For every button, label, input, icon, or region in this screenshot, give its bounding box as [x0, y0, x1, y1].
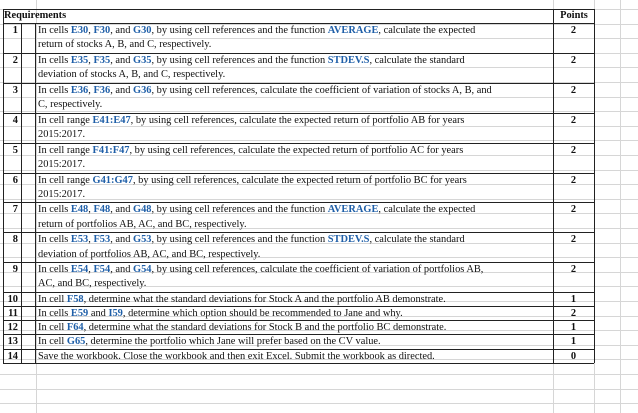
cell-reference: E30 — [70, 25, 89, 36]
cell-reference: F35 — [93, 54, 111, 66]
description-text: , and — [110, 84, 133, 96]
points-value[interactable]: 2 — [570, 54, 577, 66]
description-text: , by using cell references and the function — [151, 25, 328, 36]
table-column-border — [35, 23, 36, 363]
description-line — [38, 128, 549, 142]
points-value[interactable]: 2 — [570, 174, 577, 186]
description-text: , calculate the expected — [378, 25, 476, 36]
description-line — [38, 218, 549, 232]
gridline-h — [0, 374, 638, 375]
row-number[interactable]: 7 — [12, 204, 18, 216]
cell-reference: G41:G47 — [92, 174, 133, 186]
cell-reference: F64 — [66, 322, 84, 334]
description-text: , — [88, 54, 94, 66]
description-line — [38, 321, 549, 335]
description-text: , and — [110, 234, 133, 246]
cell-reference: F54 — [93, 264, 111, 276]
row-number[interactable]: 4 — [12, 114, 18, 126]
cell-reference: E53 — [70, 234, 89, 246]
description-line — [38, 174, 549, 188]
description-line — [38, 248, 549, 262]
requirement-description[interactable] — [35, 321, 553, 335]
gridline-v — [620, 0, 621, 413]
description-line — [38, 335, 549, 349]
cell-reference: STDEV.S — [327, 54, 370, 66]
points-value[interactable]: 1 — [570, 294, 577, 306]
requirement-description[interactable] — [35, 307, 553, 321]
description-text: C, respectively. — [38, 99, 103, 110]
table-column-border — [594, 9, 595, 363]
description-line — [38, 307, 549, 321]
description-text: , determine the portfolio which Jane will prefer based on the CV value. — [85, 336, 381, 348]
requirements-header[interactable]: Requirements — [4, 10, 67, 21]
description-text: In cell — [38, 336, 67, 348]
cell-reference: G54 — [132, 264, 152, 276]
cell-reference: STDEV.S — [327, 234, 370, 246]
description-line — [38, 54, 549, 68]
description-text: , determine which option should be recommended to Jane and why. — [122, 308, 403, 320]
cell-reference: F30 — [93, 25, 111, 36]
row-number[interactable]: 5 — [12, 144, 18, 156]
description-line — [38, 98, 549, 112]
description-text: In cells — [38, 84, 71, 96]
requirement-description[interactable] — [35, 54, 553, 84]
description-line — [38, 158, 549, 172]
row-number[interactable]: 6 — [12, 174, 18, 186]
cell-reference: G53 — [132, 234, 152, 246]
gridline-h — [0, 389, 638, 390]
points-value[interactable]: 0 — [570, 350, 577, 362]
description-line — [38, 233, 549, 247]
cell-reference: E36 — [70, 84, 89, 96]
description-text: , — [88, 204, 94, 216]
description-text: , by using cell references, calculate the expected return of portfolio AB for years — [130, 114, 465, 126]
description-text: , and — [110, 204, 133, 216]
cell-reference: F48 — [93, 204, 111, 216]
points-value[interactable]: 2 — [570, 204, 577, 216]
points-value[interactable]: 1 — [570, 322, 577, 334]
row-number[interactable]: 12 — [7, 322, 18, 334]
requirement-description[interactable] — [35, 293, 553, 307]
row-number[interactable]: 13 — [7, 336, 18, 348]
description-text: In cell — [38, 294, 67, 306]
requirement-description[interactable] — [35, 335, 553, 349]
cell-reference: AVERAGE — [327, 25, 379, 36]
description-text: 2015:2017. — [38, 158, 86, 170]
description-text: , determine what the standard deviations for Stock B and the portfolio BC demonstrate. — [83, 322, 447, 334]
points-value[interactable]: 2 — [570, 84, 577, 96]
description-text: , and — [110, 25, 133, 36]
points-value[interactable]: 2 — [570, 264, 577, 276]
points-value[interactable]: 2 — [570, 308, 577, 320]
description-text: In cell range — [38, 144, 93, 156]
points-value[interactable]: 2 — [570, 144, 577, 156]
description-line — [38, 203, 549, 217]
description-text: , — [88, 234, 94, 246]
cell-reference: E35 — [70, 54, 89, 66]
cell-reference: G36 — [132, 84, 152, 96]
description-text: deviation of stocks A, B, and C, respectively. — [38, 69, 226, 81]
row-number[interactable]: 8 — [12, 234, 18, 246]
description-line — [38, 24, 549, 38]
cell-reference: F41:F47 — [92, 144, 130, 156]
requirement-description[interactable] — [35, 24, 553, 54]
requirement-description[interactable] — [35, 203, 553, 233]
description-text: 2015:2017. — [38, 128, 86, 140]
points-value[interactable]: 1 — [570, 336, 577, 348]
row-number[interactable]: 3 — [12, 84, 18, 96]
description-text: , — [88, 84, 94, 96]
description-line — [38, 38, 549, 52]
description-text: return of portfolios AB, AC, and BC, respectively. — [38, 218, 247, 230]
description-line — [38, 144, 549, 158]
description-text: In cells — [38, 25, 71, 36]
description-text: 2015:2017. — [38, 188, 86, 200]
description-line — [38, 84, 549, 98]
description-line — [38, 68, 549, 82]
description-text: , and — [110, 54, 133, 66]
cell-reference: F36 — [93, 84, 111, 96]
description-text: In cell — [38, 322, 67, 334]
requirement-description[interactable] — [35, 174, 553, 204]
requirement-description[interactable] — [35, 84, 553, 114]
description-text: In cells — [38, 234, 71, 246]
description-line — [38, 350, 549, 364]
description-text: , by using cell references, calculate the expected return of portfolio BC for years — [132, 174, 467, 186]
cell-reference: E41:E47 — [92, 114, 131, 126]
description-text: In cell range — [38, 114, 93, 126]
cell-reference: AVERAGE — [327, 204, 379, 216]
description-text: , by using cell references, calculate the coefficient of variation of stocks A, B, and — [151, 84, 492, 96]
description-text: , calculate the standard — [369, 54, 465, 66]
description-text: , by using cell references, calculate the expected return of portfolio AC for years — [129, 144, 464, 156]
description-text: , calculate the expected — [378, 204, 476, 216]
cell-reference: G35 — [132, 54, 152, 66]
table-column-border — [21, 23, 22, 363]
table-row-border — [3, 363, 594, 364]
description-line — [38, 188, 549, 202]
description-text: In cells — [38, 204, 71, 216]
cell-reference: G65 — [66, 336, 86, 348]
table-row-border — [3, 9, 594, 10]
row-number[interactable]: 11 — [8, 308, 18, 320]
description-line — [38, 293, 549, 307]
requirement-description[interactable] — [35, 114, 553, 144]
row-number[interactable]: 14 — [7, 350, 18, 362]
row-number[interactable]: 1 — [12, 25, 18, 36]
description-text: In cells — [38, 54, 71, 66]
description-text: , and — [110, 264, 133, 276]
description-text: return of stocks A, B, and C, respectively. — [38, 39, 212, 51]
description-text: , by using cell references and the function — [151, 54, 328, 66]
cell-reference: F58 — [66, 294, 84, 306]
requirement-description[interactable] — [35, 144, 553, 174]
description-text: , calculate the standard — [369, 234, 465, 246]
description-text: , by using cell references and the function — [151, 204, 328, 216]
description-text: and — [88, 308, 109, 320]
description-text: , by using cell references, calculate the coefficient of variation of portfolios AB, — [151, 264, 484, 276]
cell-reference: E54 — [70, 264, 89, 276]
gridline-h — [0, 403, 638, 404]
description-text: Save the workbook. Close the workbook and then exit Excel. Submit the workbook as directed. — [38, 350, 435, 362]
cell-reference: I59 — [108, 308, 123, 320]
description-text: , by using cell references and the function — [151, 234, 328, 246]
description-text: AC, and BC, respectively. — [38, 278, 147, 290]
description-text: In cell range — [38, 174, 93, 186]
description-line — [38, 277, 549, 291]
row-number[interactable]: 10 — [7, 294, 18, 306]
requirement-description[interactable] — [35, 233, 553, 263]
points-value[interactable]: 2 — [570, 25, 577, 36]
row-number[interactable]: 2 — [12, 54, 18, 66]
cell-reference: E59 — [70, 308, 89, 320]
row-number[interactable]: 9 — [12, 264, 18, 276]
cell-reference: G30 — [132, 25, 152, 36]
description-text: In cells — [38, 264, 71, 276]
table-column-border — [3, 9, 4, 363]
description-text: , determine what the standard deviations for Stock A and the portfolio AB demonstrate. — [83, 294, 446, 306]
cell-reference: G48 — [132, 204, 152, 216]
points-header[interactable]: Points — [560, 10, 588, 21]
cell-reference: E48 — [70, 204, 89, 216]
table-column-border — [553, 9, 554, 363]
requirement-description[interactable] — [35, 263, 553, 293]
cell-reference: F53 — [93, 234, 111, 246]
description-text: , — [88, 264, 94, 276]
description-text: , — [88, 25, 94, 36]
description-line — [38, 263, 549, 277]
description-text: In cells — [38, 308, 71, 320]
description-line — [38, 114, 549, 128]
points-value[interactable]: 2 — [570, 114, 577, 126]
requirement-description[interactable] — [35, 350, 553, 364]
description-text: deviation of portfolios AB, AC, and BC, respectively. — [38, 248, 261, 260]
points-value[interactable]: 2 — [570, 234, 577, 246]
